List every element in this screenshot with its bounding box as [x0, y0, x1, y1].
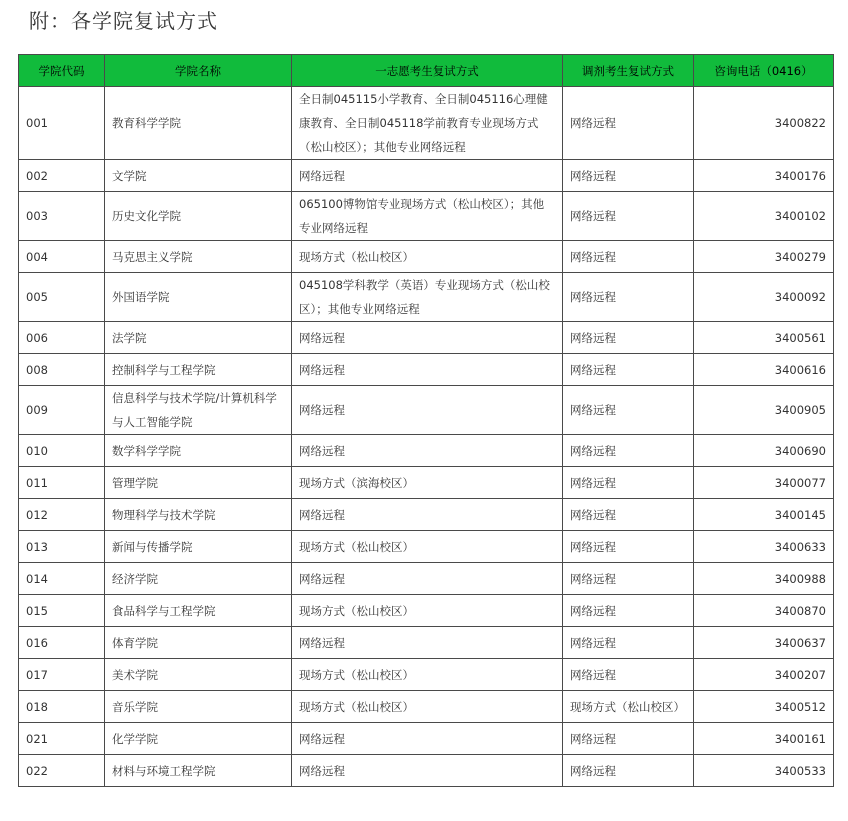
- cell-tel: 3400176: [694, 160, 834, 192]
- table-row: [19, 595, 834, 627]
- table-row: [19, 755, 834, 787]
- cell-adjust: 网络远程: [563, 499, 694, 531]
- cell-name: 经济学院: [105, 563, 292, 595]
- cell-name: 新闻与传播学院: [105, 531, 292, 563]
- cell-name: 控制科学与工程学院: [105, 354, 292, 386]
- cell-name: 外国语学院: [105, 273, 292, 322]
- cell-adjust: 现场方式（松山校区）: [563, 691, 694, 723]
- cell-code: 002: [19, 160, 105, 192]
- cell-name: 历史文化学院: [105, 192, 292, 241]
- cell-first-choice: 网络远程: [292, 627, 563, 659]
- cell-first-choice: 网络远程: [292, 755, 563, 787]
- cell-name: 物理科学与技术学院: [105, 499, 292, 531]
- table-row: [19, 87, 834, 160]
- cell-code: 018: [19, 691, 105, 723]
- table-row: [19, 192, 834, 241]
- cell-name: 文学院: [105, 160, 292, 192]
- cell-first-choice: 现场方式（松山校区）: [292, 241, 563, 273]
- cell-first-choice: 网络远程: [292, 386, 563, 435]
- table-row: [19, 531, 834, 563]
- cell-code: 016: [19, 627, 105, 659]
- cell-code: 009: [19, 386, 105, 435]
- cell-adjust: 网络远程: [563, 627, 694, 659]
- cell-name: 法学院: [105, 322, 292, 354]
- cell-tel: 3400690: [694, 435, 834, 467]
- cell-first-choice: 现场方式（松山校区）: [292, 595, 563, 627]
- header-first-choice: 一志愿考生复试方式: [292, 55, 563, 87]
- cell-adjust: 网络远程: [563, 322, 694, 354]
- table-row: [19, 627, 834, 659]
- cell-code: 021: [19, 723, 105, 755]
- cell-first-choice: 网络远程: [292, 723, 563, 755]
- cell-first-choice: 065100博物馆专业现场方式（松山校区）；其他专业网络远程: [292, 192, 563, 241]
- cell-adjust: 网络远程: [563, 531, 694, 563]
- cell-code: 011: [19, 467, 105, 499]
- cell-first-choice: 网络远程: [292, 322, 563, 354]
- cell-adjust: 网络远程: [563, 435, 694, 467]
- cell-name: 美术学院: [105, 659, 292, 691]
- cell-code: 010: [19, 435, 105, 467]
- cell-code: 017: [19, 659, 105, 691]
- table-row: [19, 160, 834, 192]
- cell-code: 001: [19, 87, 105, 160]
- cell-tel: 3400870: [694, 595, 834, 627]
- cell-code: 006: [19, 322, 105, 354]
- header-name: 学院名称: [105, 55, 292, 87]
- table-row: [19, 354, 834, 386]
- cell-name: 化学学院: [105, 723, 292, 755]
- table-row: [19, 563, 834, 595]
- cell-first-choice: 网络远程: [292, 499, 563, 531]
- table-row: [19, 499, 834, 531]
- cell-code: 005: [19, 273, 105, 322]
- cell-name: 体育学院: [105, 627, 292, 659]
- cell-first-choice: 网络远程: [292, 160, 563, 192]
- cell-tel: 3400822: [694, 87, 834, 160]
- cell-tel: 3400561: [694, 322, 834, 354]
- cell-code: 012: [19, 499, 105, 531]
- cell-tel: 3400616: [694, 354, 834, 386]
- cell-code: 015: [19, 595, 105, 627]
- cell-tel: 3400533: [694, 755, 834, 787]
- table-row: [19, 659, 834, 691]
- table-row: [19, 386, 834, 435]
- cell-first-choice: 网络远程: [292, 435, 563, 467]
- header-adjust: 调剂考生复试方式: [563, 55, 694, 87]
- cell-tel: 3400988: [694, 563, 834, 595]
- cell-code: 003: [19, 192, 105, 241]
- table-row: [19, 467, 834, 499]
- cell-first-choice: 网络远程: [292, 563, 563, 595]
- cell-first-choice: 现场方式（松山校区）: [292, 531, 563, 563]
- table-header-row: [19, 55, 834, 87]
- page-title: 附：各学院复试方式: [29, 9, 218, 33]
- cell-tel: 3400145: [694, 499, 834, 531]
- cell-name: 管理学院: [105, 467, 292, 499]
- cell-name: 材料与环境工程学院: [105, 755, 292, 787]
- cell-code: 004: [19, 241, 105, 273]
- cell-code: 008: [19, 354, 105, 386]
- header-code: 学院代码: [19, 55, 105, 87]
- cell-adjust: 网络远程: [563, 595, 694, 627]
- table-row: [19, 691, 834, 723]
- cell-first-choice: 现场方式（滨海校区）: [292, 467, 563, 499]
- cell-tel: 3400092: [694, 273, 834, 322]
- exam-method-table: [18, 54, 834, 787]
- cell-tel: 3400161: [694, 723, 834, 755]
- table-row: [19, 241, 834, 273]
- cell-name: 马克思主义学院: [105, 241, 292, 273]
- cell-tel: 3400102: [694, 192, 834, 241]
- cell-first-choice: 045108学科教学（英语）专业现场方式（松山校区）；其他专业网络远程: [292, 273, 563, 322]
- cell-code: 022: [19, 755, 105, 787]
- table-row: [19, 723, 834, 755]
- cell-name: 信息科学与技术学院/计算机科学与人工智能学院: [105, 386, 292, 435]
- table-row: [19, 435, 834, 467]
- cell-adjust: 网络远程: [563, 160, 694, 192]
- cell-name: 食品科学与工程学院: [105, 595, 292, 627]
- cell-name: 教育科学学院: [105, 87, 292, 160]
- cell-adjust: 网络远程: [563, 241, 694, 273]
- cell-adjust: 网络远程: [563, 386, 694, 435]
- cell-adjust: 网络远程: [563, 723, 694, 755]
- cell-tel: 3400512: [694, 691, 834, 723]
- cell-tel: 3400633: [694, 531, 834, 563]
- cell-adjust: 网络远程: [563, 467, 694, 499]
- cell-adjust: 网络远程: [563, 755, 694, 787]
- cell-first-choice: 网络远程: [292, 354, 563, 386]
- header-tel: 咨询电话（0416）: [694, 55, 834, 87]
- table-row: [19, 273, 834, 322]
- cell-first-choice: 全日制045115小学教育、全日制045116心理健康教育、全日制045118学前教育专业现场方式（松山校区）；其他专业网络远程: [292, 87, 563, 160]
- cell-code: 014: [19, 563, 105, 595]
- cell-code: 013: [19, 531, 105, 563]
- cell-tel: 3400637: [694, 627, 834, 659]
- cell-tel: 3400077: [694, 467, 834, 499]
- cell-tel: 3400905: [694, 386, 834, 435]
- cell-adjust: 网络远程: [563, 87, 694, 160]
- cell-name: 数学科学学院: [105, 435, 292, 467]
- table-row: [19, 322, 834, 354]
- cell-first-choice: 现场方式（松山校区）: [292, 691, 563, 723]
- cell-first-choice: 现场方式（松山校区）: [292, 659, 563, 691]
- cell-adjust: 网络远程: [563, 273, 694, 322]
- cell-adjust: 网络远程: [563, 354, 694, 386]
- cell-adjust: 网络远程: [563, 563, 694, 595]
- cell-tel: 3400279: [694, 241, 834, 273]
- cell-adjust: 网络远程: [563, 192, 694, 241]
- cell-tel: 3400207: [694, 659, 834, 691]
- cell-adjust: 网络远程: [563, 659, 694, 691]
- cell-name: 音乐学院: [105, 691, 292, 723]
